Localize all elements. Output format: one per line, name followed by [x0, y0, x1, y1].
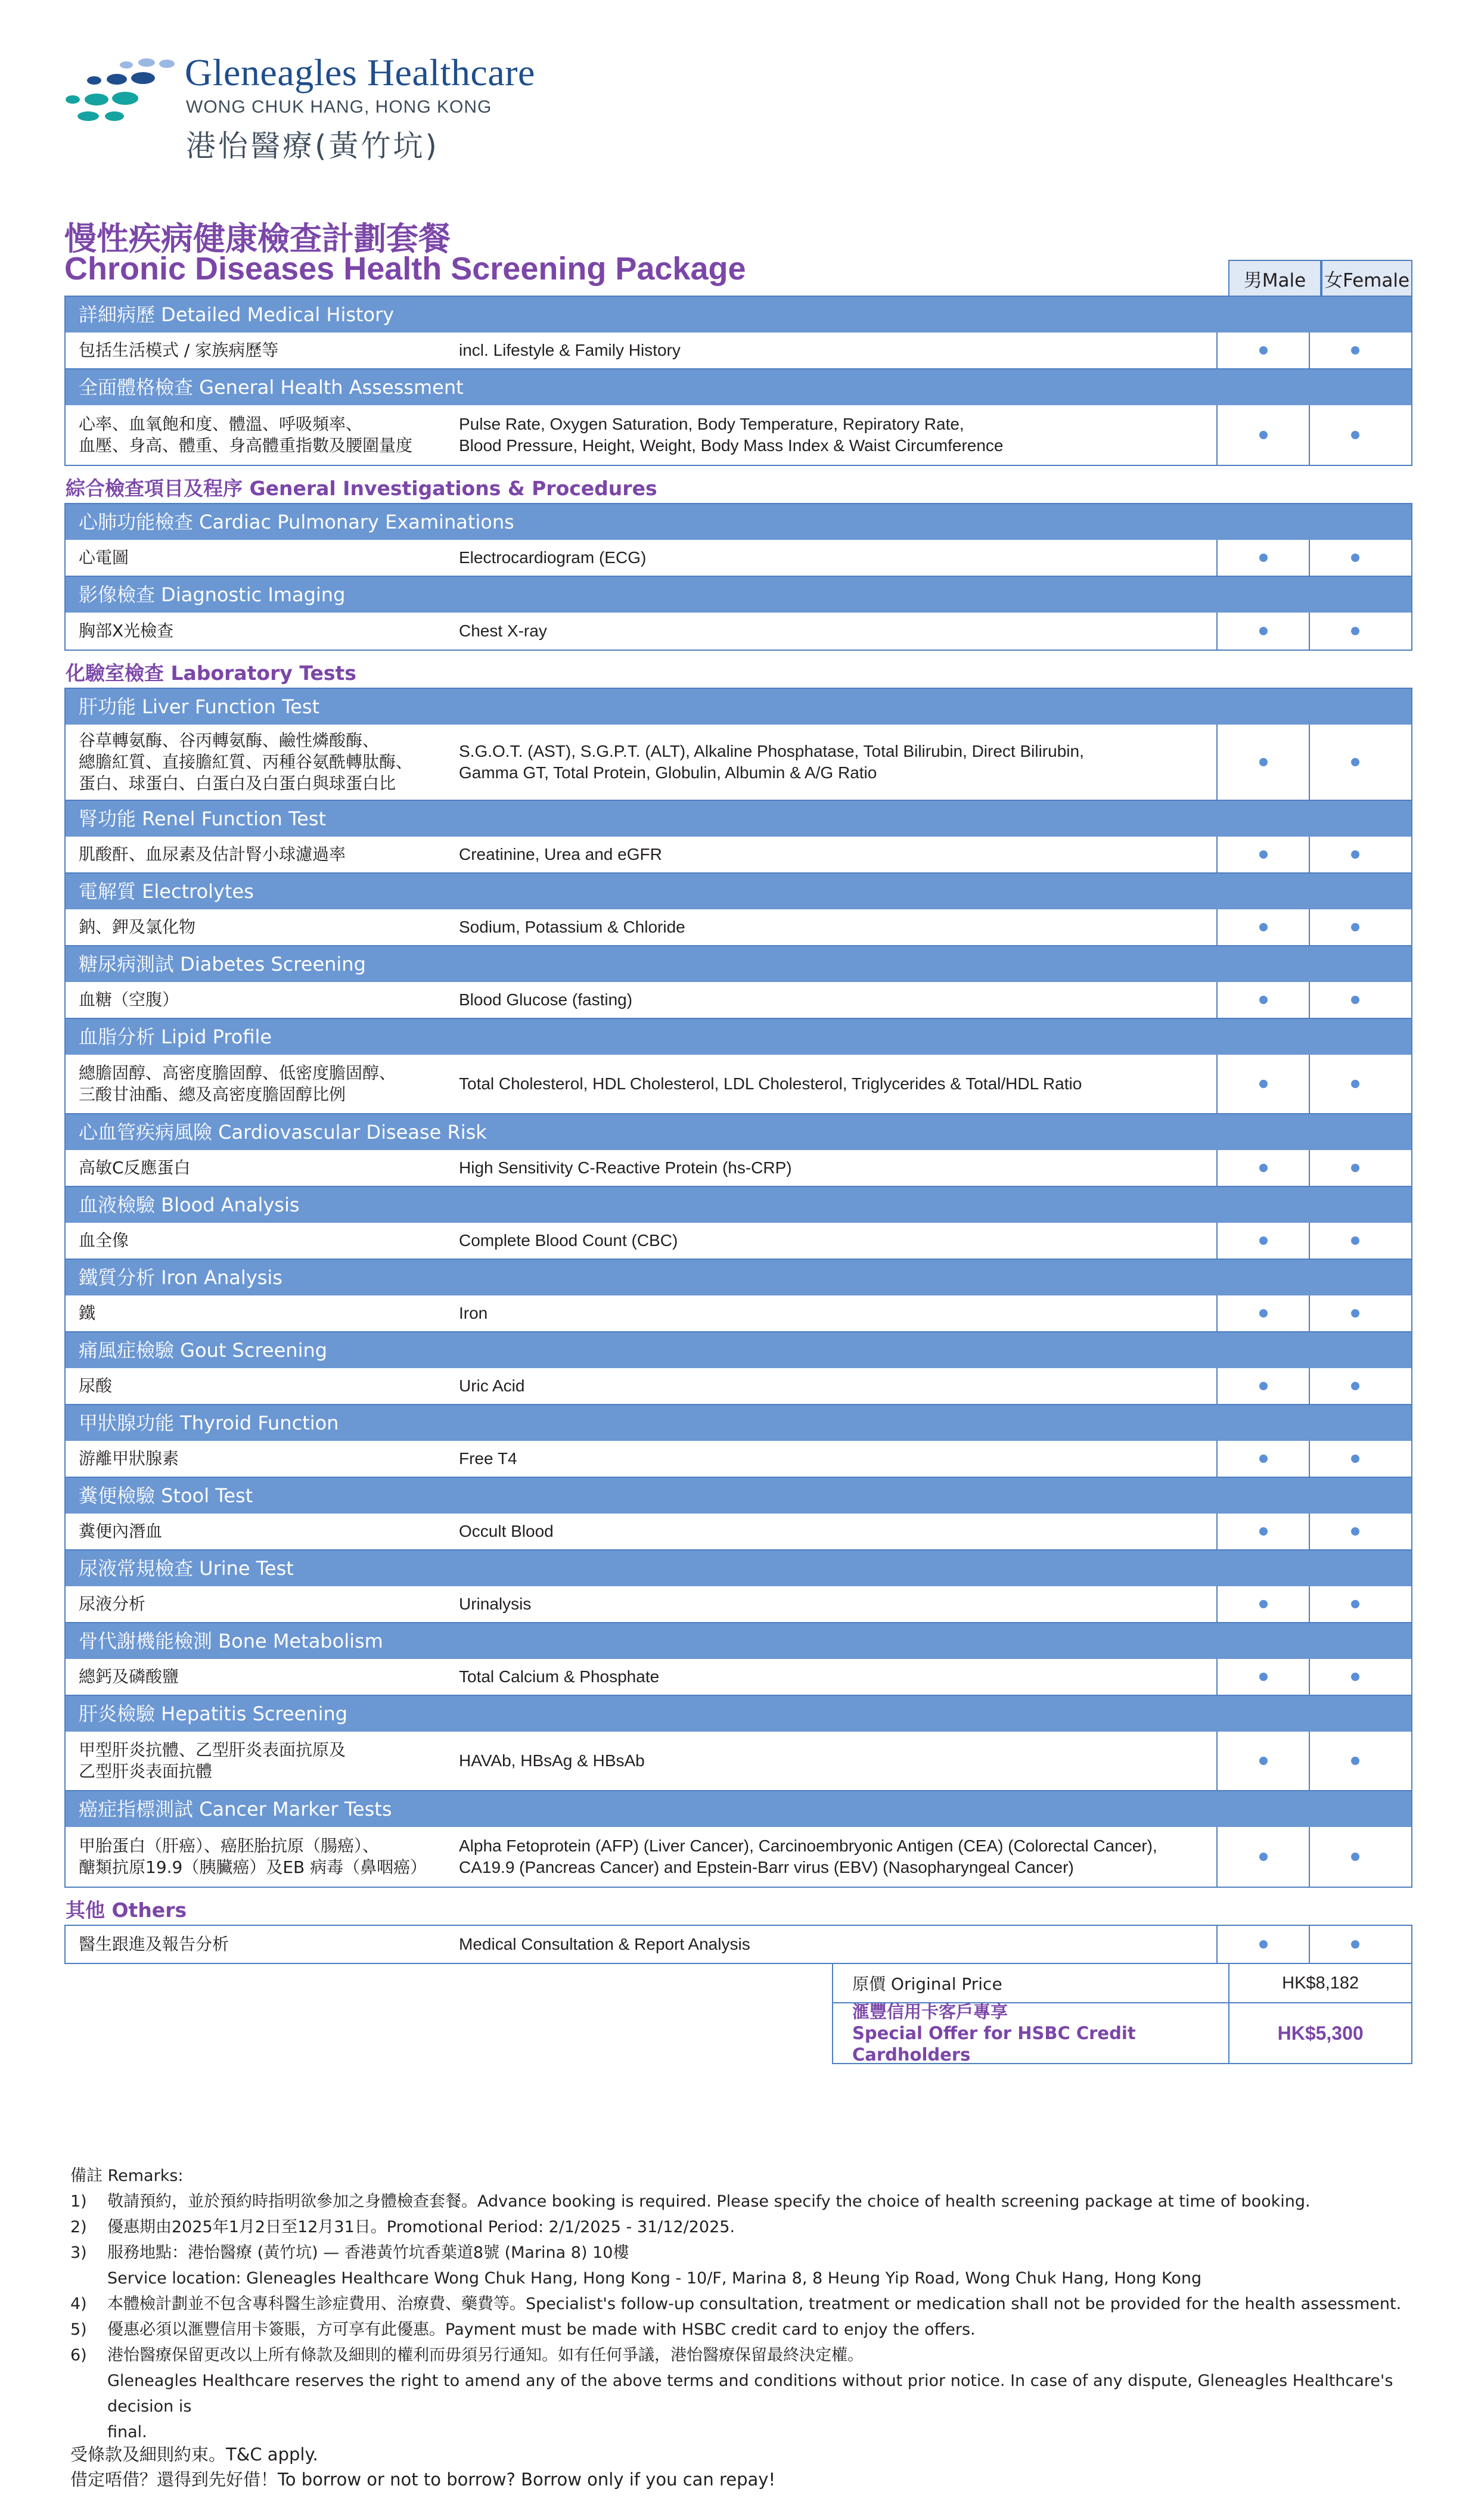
item-cn: 游離甲狀腺素 [79, 1449, 179, 1468]
female-cell [1309, 909, 1401, 945]
table-row [66, 1368, 1411, 1405]
item-cn: 谷草轉氨酶、谷丙轉氨酶、鹼性燐酸酶、 總膽紅質、直接膽紅質、丙種谷氨酰轉肽酶、 蛋白、球蛋白、白蛋白及白蛋白與球蛋白比 [79, 731, 413, 793]
dot-icon [1259, 627, 1268, 635]
item-cn: 心率、血氧飽和度、體溫、呼吸頻率、 血壓、身高、體重、身高體重指數及腰圍量度 [79, 414, 413, 455]
brand-location: WONG CHUK HANG, HONG KONG [186, 97, 492, 117]
item-cn: 尿酸 [79, 1376, 113, 1396]
category-header: 肝炎檢驗 Hepatitis Screening [66, 1696, 1411, 1732]
remark-number [70, 2368, 107, 2419]
original-price-label: 原價 Original Price [852, 1974, 1002, 1994]
item-en: High Sensitivity C-Reactive Protein (hs-CRP) [459, 1158, 792, 1177]
column-header-female: 女Female [1321, 260, 1412, 296]
female-cell [1309, 333, 1401, 368]
male-cell [1216, 837, 1309, 872]
offer-label-cn: 滙豐信用卡客戶專享 [852, 2002, 1008, 2022]
dot-icon [1259, 1853, 1268, 1861]
dot-icon [1351, 1080, 1359, 1088]
original-price-value: HK$8,182 [1228, 1964, 1411, 2002]
remark-number: 6) [70, 2346, 87, 2364]
remark-item [70, 2189, 1418, 2214]
package-table [64, 260, 1412, 2065]
male-cell [1216, 1441, 1309, 1477]
table-row [66, 725, 1411, 801]
item-en: Creatinine, Urea and eGFR [459, 845, 662, 863]
female-cell [1309, 725, 1401, 800]
category-header: 血液檢驗 Blood Analysis [66, 1187, 1411, 1223]
male-cell [1216, 1295, 1309, 1331]
remark-number: 4) [70, 2295, 87, 2313]
female-cell [1309, 982, 1401, 1018]
category-header: 肝功能 Liver Function Test [66, 689, 1411, 725]
item-en: Electrocardiogram (ECG) [459, 548, 647, 567]
female-cell [1309, 1150, 1401, 1186]
dot-icon [1351, 923, 1359, 931]
dot-icon [1259, 1164, 1268, 1172]
female-cell [1309, 613, 1401, 650]
item-en: Iron [459, 1304, 488, 1322]
category-header: 詳細病歷 Detailed Medical History [66, 297, 1411, 333]
dot-icon [1351, 758, 1359, 766]
brand-name-cn: 港怡醫療(黃竹坑) [186, 129, 440, 163]
item-cn: 尿液分析 [79, 1594, 146, 1614]
table-row [66, 405, 1411, 465]
remark-text: 優惠期由2025年1月2日至12月31日。Promotional Period: 2/1/2025 - 31/12/2025. [107, 2218, 735, 2236]
item-en: Alpha Fetoprotein (AFP) (Liver Cancer), Carcinoembryonic Antigen (CEA) (Colorectal Cancer), CA19.9 (Pancreas Cancer) and Epstein-Barr virus (EBV) (Nasopharyngeal Cancer) [459, 1837, 1157, 1876]
male-cell [1216, 1514, 1309, 1549]
item-en: Complete Blood Count (CBC) [459, 1231, 678, 1250]
remark-text: 服務地點：港怡醫療 (黃竹坑) — 香港黃竹坑香葉道8號 (Marina 8) 10樓 [107, 2244, 629, 2262]
item-en: S.G.O.T. (AST), S.G.P.T. (ALT), Alkaline Phosphatase, Total Bilirubin, Direct Bilirubin, Gamma GT, Total Protein, Globulin, Albumin & A/G Ratio [459, 742, 1084, 782]
section-title: 化驗室檢查 Laboratory Tests [66, 661, 356, 685]
female-cell [1309, 1441, 1401, 1477]
category-header: 糖尿病測試 Diabetes Screening [66, 946, 1411, 982]
table-row [66, 1055, 1411, 1114]
item-cn: 總鈣及磷酸鹽 [79, 1667, 179, 1686]
section-block [64, 688, 1412, 1888]
category-header: 癌症指標測試 Cancer Marker Tests [66, 1791, 1411, 1827]
category-header: 全面體格檢查 General Health Assessment [66, 369, 1411, 405]
table-row [66, 1295, 1411, 1332]
table-row [66, 982, 1411, 1019]
table-row [66, 333, 1411, 369]
female-cell [1309, 405, 1401, 465]
female-cell [1309, 1368, 1401, 1404]
dot-icon [1351, 554, 1359, 562]
female-cell [1309, 1659, 1401, 1695]
remarks-heading: 備註 Remarks: [70, 2167, 184, 2185]
remark-number: 2) [70, 2218, 87, 2236]
item-cn: 醫生跟進及報告分析 [79, 1934, 229, 1954]
dot-icon [1259, 431, 1268, 439]
offer-label-en: Special Offer for HSBC Credit Cardholders [852, 2023, 1136, 2065]
table-row [66, 1586, 1411, 1623]
table-row [66, 837, 1411, 874]
category-header: 骨代謝機能檢測 Bone Metabolism [66, 1623, 1411, 1659]
brand-name: Gleneagles Healthcare [185, 51, 535, 94]
dot-icon [1351, 1853, 1359, 1861]
table-row [66, 613, 1411, 650]
item-cn: 甲型肝炎抗體、乙型肝炎表面抗原及 乙型肝炎表面抗體 [79, 1740, 346, 1781]
item-en: Uric Acid [459, 1376, 525, 1395]
dot-icon [1259, 1600, 1268, 1608]
remark-text: 優惠必須以滙豐信用卡簽賬，方可享有此優惠。Payment must be made with HSBC credit card to enjoy the offers. [107, 2320, 976, 2339]
item-cn: 總膽固醇、高密度膽固醇、低密度膽固醇、 三酸甘油酯、總及高密度膽固醇比例 [79, 1063, 396, 1104]
footer [70, 2442, 775, 2492]
price-box [832, 1964, 1412, 2064]
remark-item [70, 2266, 1418, 2291]
dot-icon [1351, 627, 1359, 635]
category-header: 心肺功能檢查 Cardiac Pulmonary Examinations [66, 504, 1411, 540]
item-en: Free T4 [459, 1449, 517, 1468]
remark-item [70, 2240, 1418, 2266]
item-cn: 肌酸酐、血尿素及估計腎小球濾過率 [79, 844, 346, 864]
dot-icon [1259, 1757, 1268, 1765]
male-cell [1216, 613, 1309, 650]
item-cn: 鐵 [79, 1303, 96, 1323]
table-row [66, 1926, 1411, 1963]
female-cell [1309, 1586, 1401, 1622]
item-en: Pulse Rate, Oxygen Saturation, Body Temperature, Repiratory Rate, Blood Pressure, Height, Weight, Body Mass Index & Waist Circumference [459, 415, 1004, 455]
male-cell [1216, 1150, 1309, 1186]
dot-icon [1351, 1382, 1359, 1390]
remark-item [70, 2342, 1418, 2368]
male-cell [1216, 540, 1309, 576]
table-row [66, 1732, 1411, 1791]
male-cell [1216, 1223, 1309, 1259]
dot-icon [1351, 1455, 1359, 1463]
male-cell [1216, 1659, 1309, 1695]
dot-icon [1259, 1080, 1268, 1088]
column-header-male: 男Male [1228, 260, 1321, 296]
dot-icon [1351, 1757, 1359, 1765]
female-cell [1309, 1926, 1401, 1963]
dot-icon [1351, 1527, 1359, 1536]
dot-icon [1259, 1527, 1268, 1536]
offer-price-row [833, 2003, 1411, 2063]
remark-text: Service location: Gleneagles Healthcare Wong Chuk Hang, Hong Kong - 10/F, Marina 8, 8 Heung Yip Road, Wong Chuk Hang, Hong Kong [107, 2269, 1202, 2288]
remark-item [70, 2419, 1418, 2445]
offer-label [833, 2003, 1228, 2063]
category-header: 尿液常規檢查 Urine Test [66, 1550, 1411, 1586]
male-cell [1216, 1055, 1309, 1113]
section-block [64, 296, 1412, 466]
dot-icon [1259, 996, 1268, 1004]
male-cell [1216, 1926, 1309, 1963]
remark-item [70, 2317, 1418, 2342]
remark-text: 本體檢計劃並不包含專科醫生診症費用、治療費、藥費等。Specialist's follow-up consultation, treatment or medication shall not be provided for the health assessment. [107, 2295, 1402, 2313]
female-cell [1309, 1223, 1401, 1259]
item-cn: 血全像 [79, 1231, 129, 1250]
dot-icon [1351, 346, 1359, 355]
dot-icon [1351, 1309, 1359, 1318]
category-header: 心血管疾病風險 Cardiovascular Disease Risk [66, 1114, 1411, 1150]
dot-icon [1259, 1236, 1268, 1245]
remark-item [70, 2291, 1418, 2317]
male-cell [1216, 1586, 1309, 1622]
dot-icon [1351, 431, 1359, 439]
dot-icon [1259, 554, 1268, 562]
male-cell [1216, 405, 1309, 465]
category-header: 電解質 Electrolytes [66, 874, 1411, 909]
category-header: 影像檢查 Diagnostic Imaging [66, 577, 1411, 613]
table-row [66, 1659, 1411, 1696]
male-cell [1216, 1732, 1309, 1790]
male-cell [1216, 333, 1309, 368]
remark-item [70, 2368, 1418, 2419]
item-cn: 血糖（空腹） [79, 990, 179, 1009]
dot-icon [1351, 1940, 1359, 1949]
item-cn: 糞便內潛血 [79, 1521, 163, 1541]
item-cn: 鈉、鉀及氯化物 [79, 917, 196, 937]
section-title: 其他 Others [66, 1898, 187, 1922]
item-cn: 心電圖 [79, 548, 129, 567]
item-cn: 高敏C反應蛋白 [79, 1158, 191, 1177]
table-row [66, 1223, 1411, 1260]
item-en: incl. Lifestyle & Family History [459, 341, 681, 359]
item-en: Medical Consultation & Report Analysis [459, 1935, 750, 1953]
category-header: 糞便檢驗 Stool Test [66, 1478, 1411, 1514]
dot-icon [1259, 1309, 1268, 1318]
table-row [66, 1514, 1411, 1550]
dot-icon [1351, 996, 1359, 1004]
dot-icon [1259, 1455, 1268, 1463]
table-row [66, 909, 1411, 946]
remarks [70, 2163, 1418, 2445]
female-cell [1309, 1514, 1401, 1549]
dot-icon [1351, 1600, 1359, 1608]
dot-icon [1259, 758, 1268, 766]
dot-icon [1351, 850, 1359, 859]
dot-icon [1259, 850, 1268, 859]
brand-logo [60, 51, 596, 170]
tc-apply-text: 受條款及細則約束。T&C apply. [70, 2444, 318, 2465]
remark-item [70, 2214, 1418, 2240]
dot-icon [1259, 923, 1268, 931]
dot-icon [1259, 1673, 1268, 1681]
item-en: Blood Glucose (fasting) [459, 990, 633, 1009]
female-cell [1309, 1827, 1401, 1887]
item-cn: 包括生活模式 / 家族病歷等 [79, 340, 279, 360]
remark-number: 1) [70, 2192, 87, 2211]
section-block [64, 503, 1412, 651]
dot-icon [1259, 1940, 1268, 1949]
item-en: Total Calcium & Phosphate [459, 1667, 660, 1686]
remark-text: final. [107, 2423, 147, 2441]
offer-price-value: HK$5,300 [1228, 2003, 1411, 2063]
table-row [66, 1150, 1411, 1187]
item-en: Occult Blood [459, 1522, 554, 1540]
page-title-en: Chronic Diseases Health Screening Package [64, 251, 746, 287]
section-title: 綜合檢查項目及程序 General Investigations & Procedures [66, 477, 657, 500]
table-row [66, 1441, 1411, 1478]
dot-icon [1259, 346, 1268, 355]
female-cell [1309, 1732, 1401, 1790]
remark-number: 5) [70, 2320, 87, 2339]
remark-text: Gleneagles Healthcare reserves the right to amend any of the above terms and conditions without prior notice. In case of any dispute, Gleneagles Healthcare's decision is [107, 2372, 1393, 2416]
section-block [64, 1925, 1412, 1964]
item-cn: 胸部X光檢查 [79, 621, 174, 641]
female-cell [1309, 1055, 1401, 1113]
remark-number [70, 2266, 107, 2291]
item-en: Chest X-ray [459, 622, 547, 640]
remark-text: 港怡醫療保留更改以上所有條款及細則的權利而毋須另行通知。如有任何爭議，港怡醫療保留最終決定權。 [107, 2346, 864, 2364]
dot-icon [1351, 1673, 1359, 1681]
table-row [66, 540, 1411, 577]
category-header: 血脂分析 Lipid Profile [66, 1019, 1411, 1055]
male-cell [1216, 725, 1309, 800]
male-cell [1216, 1368, 1309, 1404]
female-cell [1309, 540, 1401, 576]
male-cell [1216, 909, 1309, 945]
category-header: 腎功能 Renel Function Test [66, 801, 1411, 837]
remark-number [70, 2419, 107, 2445]
item-en: HAVAb, HBsAg & HBsAb [459, 1751, 645, 1770]
item-en: Urinalysis [459, 1595, 532, 1613]
page-title-cn: 慢性疾病健康檢查計劃套餐 [64, 220, 451, 257]
dot-icon [1351, 1236, 1359, 1245]
item-en: Sodium, Potassium & Chloride [459, 918, 685, 936]
category-header: 甲狀腺功能 Thyroid Function [66, 1405, 1411, 1441]
female-cell [1309, 1295, 1401, 1331]
dots-logo-icon [60, 57, 179, 122]
female-cell [1309, 837, 1401, 872]
male-cell [1216, 1827, 1309, 1887]
borrow-warning-text: 借定唔借？還得到先好借！To borrow or not to borrow? Borrow only if you can repay! [70, 2469, 776, 2490]
remark-text: 敬請預約，並於預約時指明欲參加之身體檢查套餐。Advance booking is required. Please specify the choice of health screening package at time of booking. [107, 2192, 1311, 2211]
item-cn: 甲胎蛋白（肝癌）、癌胚胎抗原（腸癌）、 醣類抗原19.9（胰臟癌）及EB 病毒（鼻咽癌） [79, 1836, 427, 1877]
male-cell [1216, 982, 1309, 1018]
dot-icon [1351, 1164, 1359, 1172]
item-en: Total Cholesterol, HDL Cholesterol, LDL Cholesterol, Triglycerides & Total/HDL Ratio [459, 1074, 1082, 1093]
remark-number: 3) [70, 2244, 87, 2262]
table-row [66, 1827, 1411, 1887]
category-header: 痛風症檢驗 Gout Screening [66, 1332, 1411, 1368]
dot-icon [1259, 1382, 1268, 1390]
original-price-row [833, 1964, 1411, 2003]
category-header: 鐵質分析 Iron Analysis [66, 1260, 1411, 1295]
